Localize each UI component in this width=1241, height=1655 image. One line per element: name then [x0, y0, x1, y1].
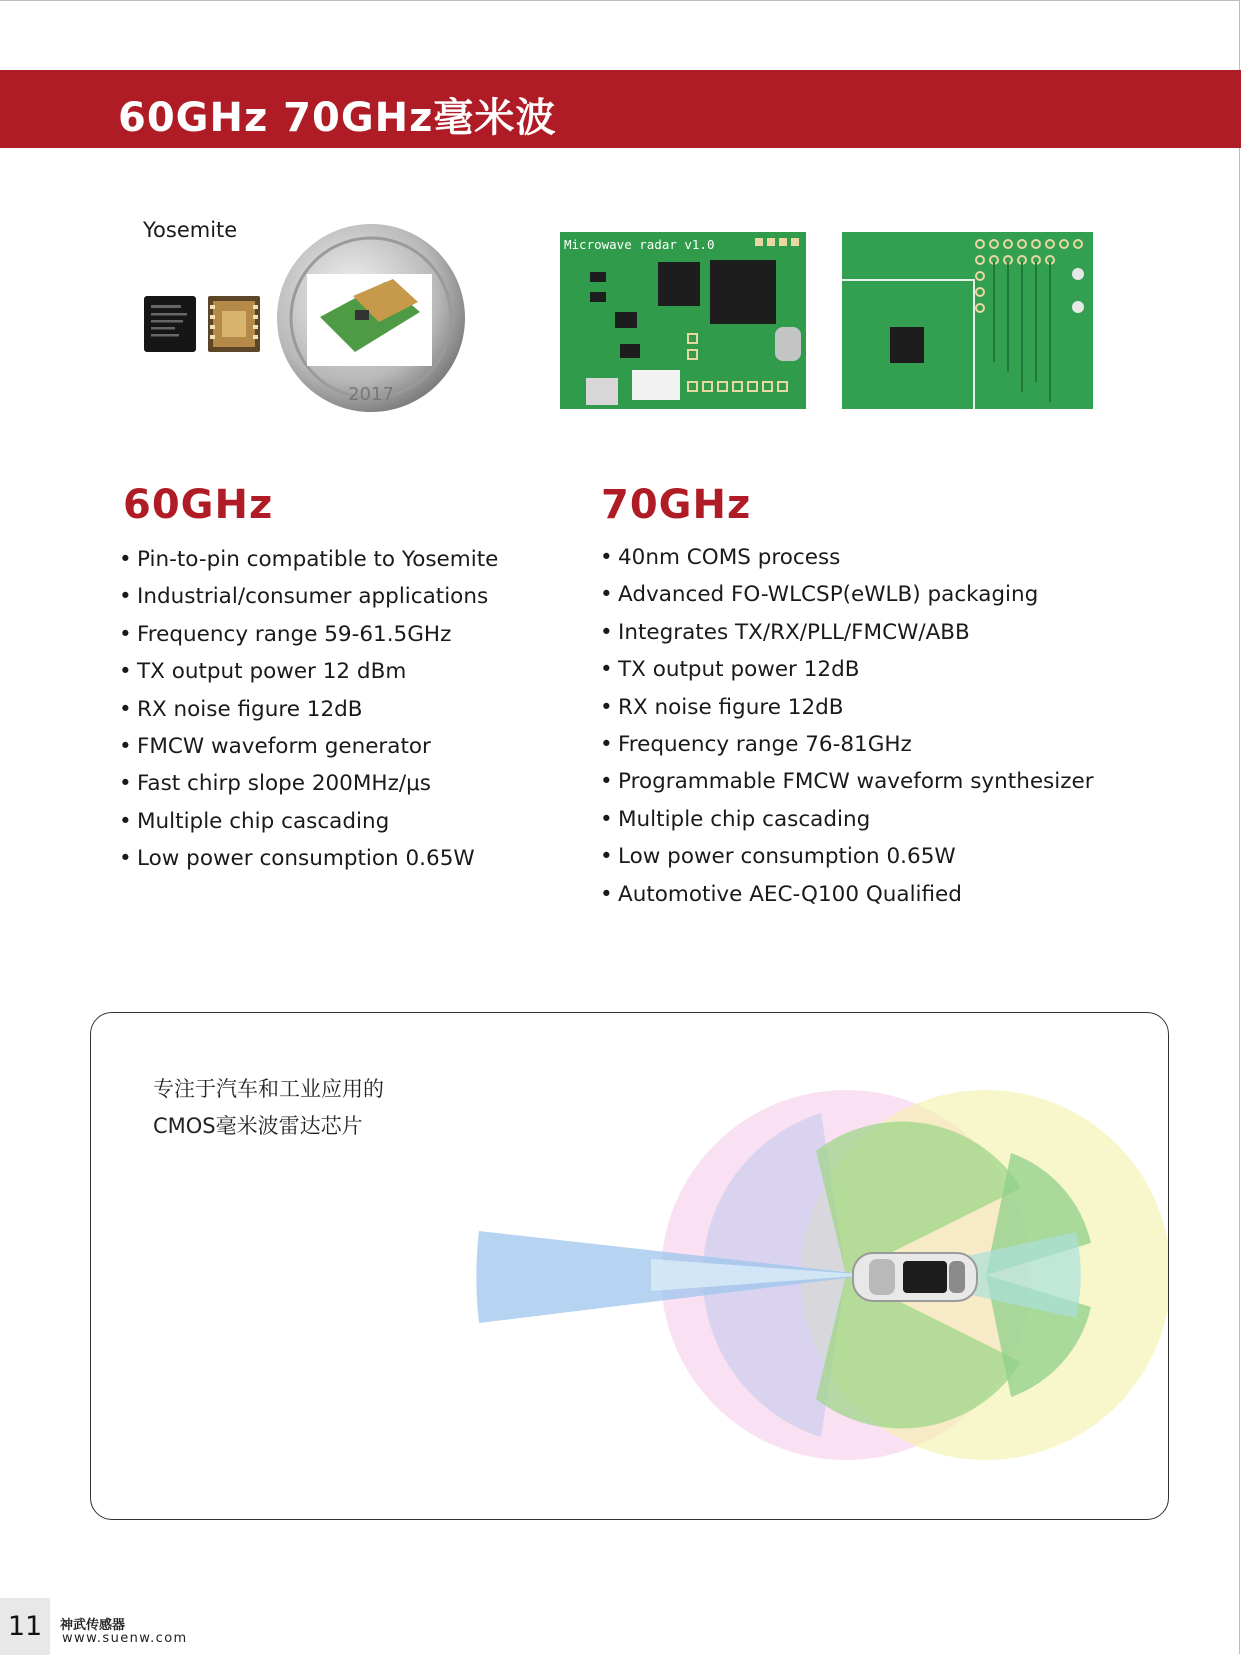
list-item: • 40nm COMS process [600, 543, 1094, 580]
radar-coverage-illustration [91, 1013, 1169, 1520]
panel-caption-line2: CMOS毫米波雷达芯片 [153, 1114, 363, 1138]
list-item: • Integrates TX/RX/PLL/FMCW/ABB [600, 618, 1094, 655]
list-item: • Industrial/consumer applications [119, 582, 498, 619]
radar-board-back-image [842, 232, 1093, 409]
list-item: • RX noise figure 12dB [600, 693, 1094, 730]
spec-list-60ghz [119, 545, 498, 882]
car-icon [853, 1253, 977, 1301]
list-item: • Programmable FMCW waveform synthesizer [600, 767, 1094, 804]
coin-image [275, 222, 467, 414]
company-url: www.suenw.com [62, 1631, 188, 1646]
coin-year: 2017 [348, 384, 394, 405]
list-item: • Multiple chip cascading [119, 807, 498, 844]
list-item: • Low power consumption 0.65W [600, 842, 1094, 879]
list-item: • RX noise figure 12dB [119, 695, 498, 732]
list-item: • FMCW waveform generator [119, 732, 498, 769]
spec-title-60ghz: 60GHz [123, 482, 274, 528]
list-item: • Frequency range 76-81GHz [600, 730, 1094, 767]
yosemite-label: Yosemite [143, 218, 238, 242]
chip-gold-image [207, 295, 261, 353]
company-name: 神武传感器 [60, 1618, 126, 1633]
list-item: • Low power consumption 0.65W [119, 844, 498, 881]
radar-coverage-panel [90, 1012, 1169, 1520]
radar-board-front-image [560, 232, 806, 409]
list-item: • Multiple chip cascading [600, 805, 1094, 842]
page-title: 60GHz 70GHz毫米波 [118, 95, 557, 141]
list-item: • Automotive AEC-Q100 Qualified [600, 880, 1094, 917]
list-item: • Frequency range 59-61.5GHz [119, 620, 498, 657]
list-item: • Fast chirp slope 200MHz/μs [119, 769, 498, 806]
list-item: • Advanced FO-WLCSP(eWLB) packaging [600, 580, 1094, 617]
spec-title-70ghz: 70GHz [601, 482, 752, 528]
spec-list-70ghz [600, 543, 1094, 917]
panel-caption-line1: 专注于汽车和工业应用的 [153, 1077, 384, 1101]
board-label: Microwave radar v1.0 [564, 237, 715, 252]
list-item: • TX output power 12dB [600, 655, 1094, 692]
page-number: 11 [0, 1598, 50, 1655]
list-item: • Pin-to-pin compatible to Yosemite [119, 545, 498, 582]
header-banner [0, 70, 1241, 148]
chip-black-image [143, 295, 197, 353]
list-item: • TX output power 12 dBm [119, 657, 498, 694]
